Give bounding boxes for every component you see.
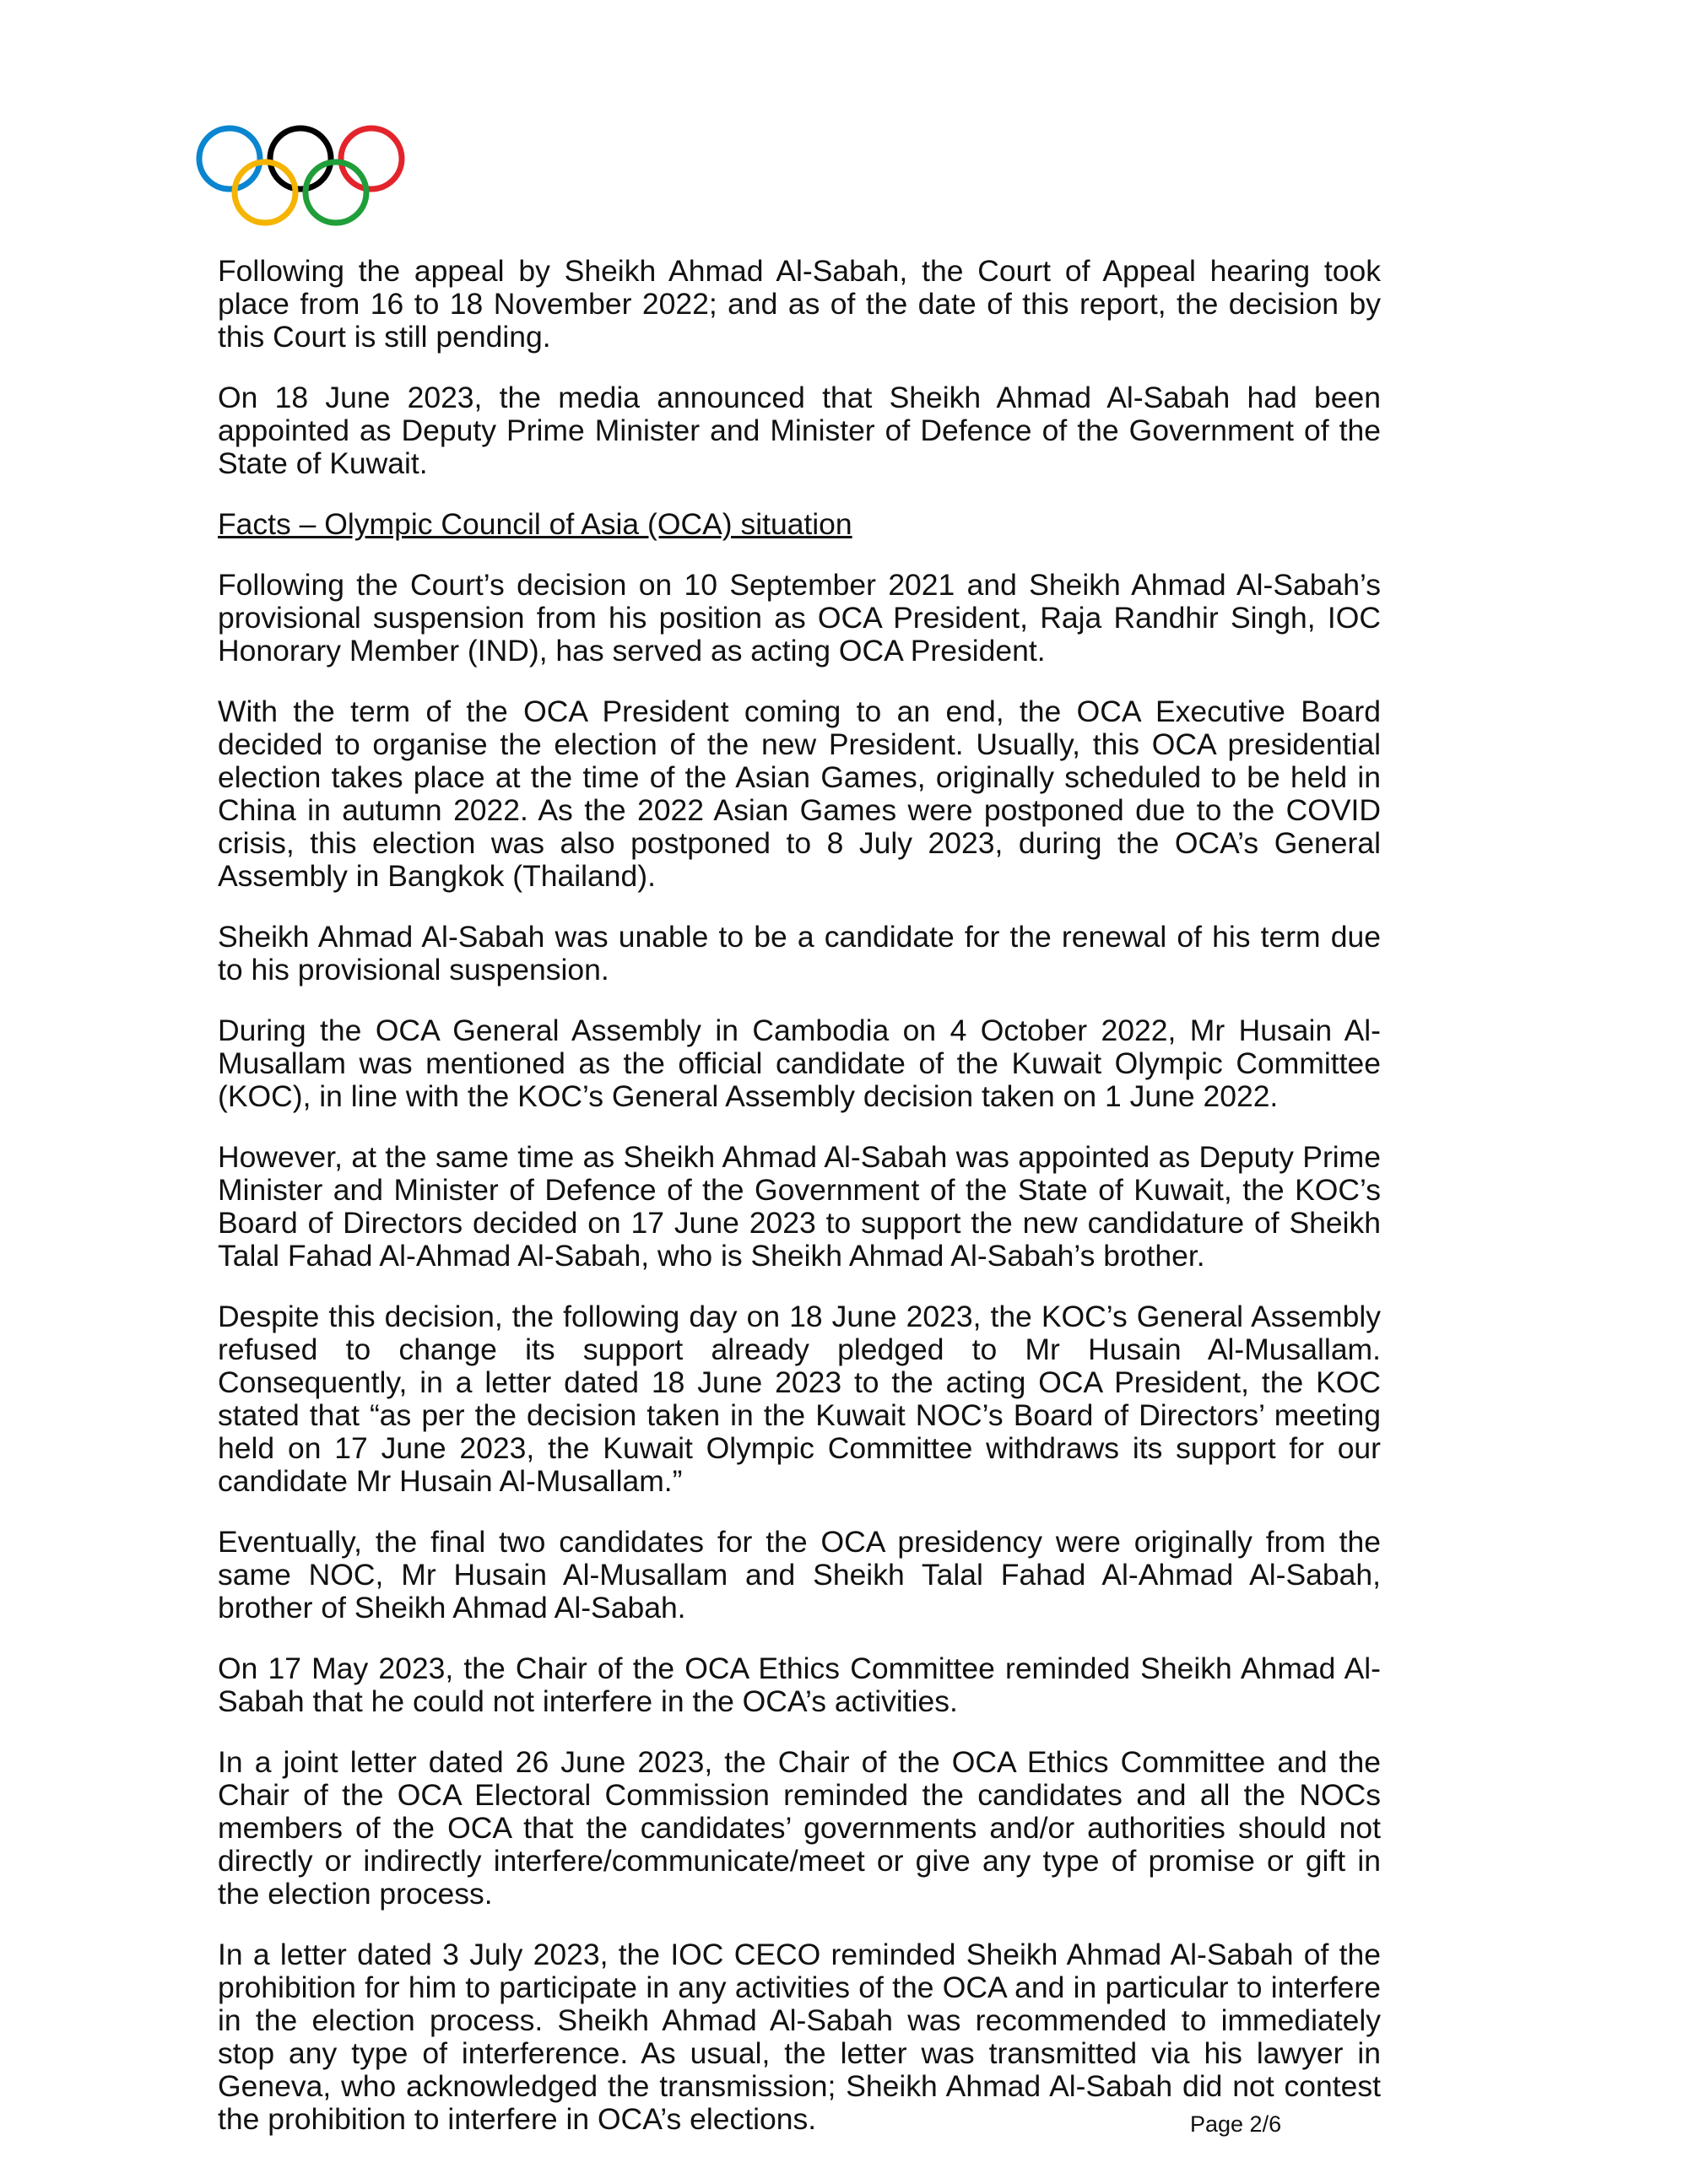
paragraph-joint-letter: In a joint letter dated 26 June 2023, the Chair of the OCA Ethics Committee and the Chair of the OCA Electoral Commission reminded the candidates and all the NOCs members of the OCA that the candidates’ governments and/or authorities should not directly or indirectly interfere/communicate/meet or give any type of promise or gift in the election process.: [218, 1745, 1381, 1911]
paragraph-cambodia-assembly: During the OCA General Assembly in Cambodia on 4 October 2022, Mr Husain Al-Musallam was mentioned as the official candidate of the Kuwait Olympic Committee (KOC), in line with the KOC’s General Assembly decision taken on 1 June 2022.: [218, 1014, 1381, 1113]
section-heading-oca-situation: Facts – Olympic Council of Asia (OCA) situation: [218, 507, 852, 541]
paragraph-election-postponed: With the term of the OCA President coming to an end, the OCA Executive Board decided to organise the election of the new President. Usually, this OCA presidential election takes place at the time of the Asian Games, originally scheduled to be held in China in autumn 2022. As the 2022 Asian Games were postponed due to the COVID crisis, this election was also postponed to 8 July 2023, during the OCA’s General Assembly in Bangkok (Thailand).: [218, 695, 1381, 893]
page-number: Page 2/6: [1190, 2111, 1282, 2137]
paragraph-koc-general-assembly: Despite this decision, the following day on 18 June 2023, the KOC’s General Assembly refused to change its support already pledged to Mr Husain Al-Musallam. Consequently, in a letter dated 18 June 2023 to the acting OCA President, the KOC stated that “as per the decision taken in the Kuwait NOC’s Board of Directors’ meeting held on 17 June 2023, the Kuwait Olympic Committee withdraws its support for our candidate Mr Husain Al-Musallam.”: [218, 1300, 1381, 1498]
red-ring: [341, 128, 402, 189]
paragraph-ceco-letter: In a letter dated 3 July 2023, the IOC CECO reminded Sheikh Ahmad Al-Sabah of the prohibition for him to participate in any activities of the OCA and in particular to interfere in the election process. Sheikh Ahmad Al-Sabah was recommended to immediately stop any type of interference. As usual, the letter was transmitted via his lawyer in Geneva, who acknowledged the transmission; Sheikh Ahmad Al-Sabah did not contest the prohibition to interfere in OCA’s elections.: [218, 1938, 1381, 2136]
paragraph-acting-president: Following the Court’s decision on 10 September 2021 and Sheikh Ahmad Al-Sabah’s provisional suspension from his position as OCA President, Raja Randhir Singh, IOC Honorary Member (IND), has served as acting OCA President.: [218, 568, 1381, 668]
document-body: [218, 255, 1381, 2164]
black-ring: [270, 128, 331, 189]
blue-ring: [199, 128, 260, 189]
paragraph-unable-candidate: Sheikh Ahmad Al-Sabah was unable to be a candidate for the renewal of his term due to his provisional suspension.: [218, 920, 1381, 987]
olympic-rings-logo: [192, 125, 408, 228]
paragraph-court-of-appeal: Following the appeal by Sheikh Ahmad Al-Sabah, the Court of Appeal hearing took place from 16 to 18 November 2022; and as of the date of this report, the decision by this Court is still pending.: [218, 254, 1381, 354]
paragraph-media-announcement: On 18 June 2023, the media announced that Sheikh Ahmad Al-Sabah had been appointed as Deputy Prime Minister and Minister of Defence of the Government of the State of Kuwait.: [218, 381, 1381, 480]
paragraph-koc-board-decision: However, at the same time as Sheikh Ahmad Al-Sabah was appointed as Deputy Prime Minister and Minister of Defence of the Government of the State of Kuwait, the KOC’s Board of Directors decided on 17 June 2023 to support the new candidature of Sheikh Talal Fahad Al-Ahmad Al-Sabah, who is Sheikh Ahmad Al-Sabah’s brother.: [218, 1140, 1381, 1273]
yellow-ring: [235, 162, 295, 223]
paragraph-final-candidates: Eventually, the final two candidates for the OCA presidency were originally from the same NOC, Mr Husain Al-Musallam and Sheikh Talal Fahad Al-Ahmad Al-Sabah, brother of Sheikh Ahmad Al-Sabah.: [218, 1525, 1381, 1624]
paragraph-ethics-reminder: On 17 May 2023, the Chair of the OCA Ethics Committee reminded Sheikh Ahmad Al-Sabah that he could not interfere in the OCA’s activities.: [218, 1652, 1381, 1718]
green-ring: [306, 162, 366, 223]
